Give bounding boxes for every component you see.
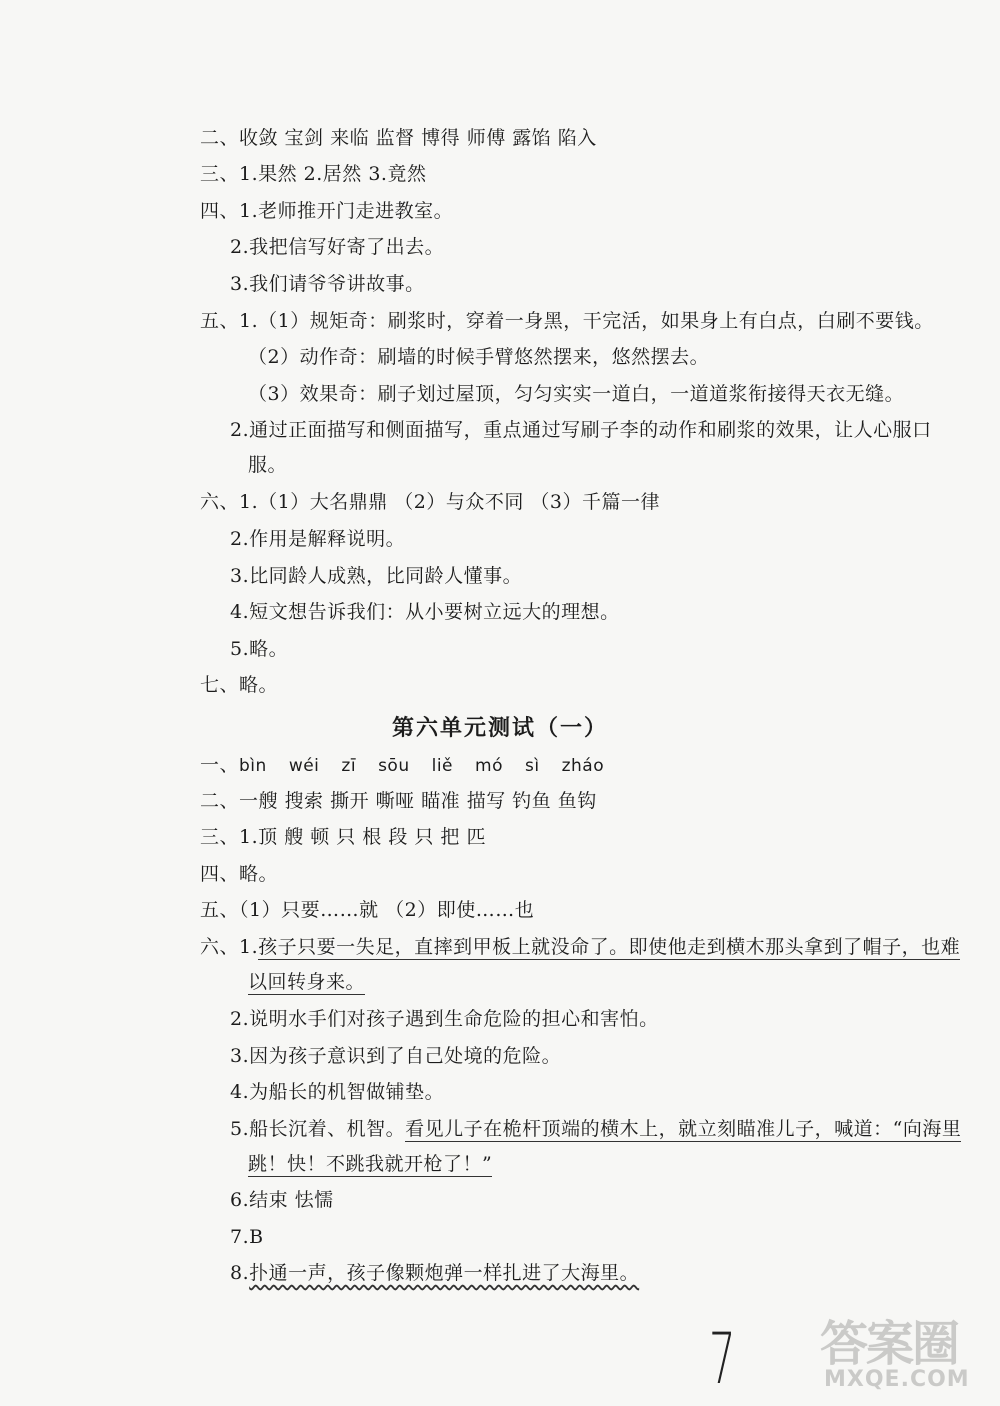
- wavy-underlined-sentence: 扑通一声，孩子像颗炮弹一样扎进了大海里。: [249, 1262, 640, 1284]
- answer-b-line-6-1-cont: [248, 970, 365, 994]
- answer-line-6-3: 3.比同龄人成熟，比同龄人懂事。: [230, 565, 523, 587]
- answer-line-6-1: 六、1.（1）大名鼎鼎 （2）与众不同 （3）千篇一律: [200, 491, 660, 513]
- answer-line-4-2: 2.我把信写好寄了出去。: [230, 236, 445, 258]
- answer-b-line-6-8: [230, 1261, 639, 1285]
- answer-b-line-5: 五、（1）只要……就 （2）即使……也: [200, 899, 535, 921]
- underlined-quote-5: 看见儿子在桅杆顶端的横木上，就立刻瞄准儿子，喊道：“向海里: [405, 1118, 962, 1140]
- underlined-quote-5-cont: 跳！快！不跳我就开枪了！”: [248, 1153, 493, 1175]
- pinyin-item: liě: [431, 756, 454, 776]
- q6-5-prefix: 5.船长沉着、机智。: [230, 1118, 406, 1140]
- answer-line-4-3: 3.我们请爷爷讲故事。: [230, 273, 425, 295]
- answer-line-5-1-3: （3）效果奇：刷子划过屋顶，匀匀实实一道白，一道道浆衔接得天衣无缝。: [248, 383, 905, 405]
- pinyin-prefix: 一、: [200, 754, 240, 776]
- answer-b-line-6-5-cont: [248, 1152, 492, 1176]
- answer-line-6-2: 2.作用是解释说明。: [230, 528, 406, 550]
- watermark-brand: 答案圈: [820, 1316, 959, 1372]
- answer-b-line-6-6: 6.结束 怯懦: [230, 1189, 334, 1211]
- answer-b-line-3: 三、1.顶 艘 顿 只 根 段 只 把 匹: [200, 826, 486, 848]
- answer-line-3: 三、1.果然 2.居然 3.竟然: [200, 163, 427, 185]
- answer-line-5-2: 2.通过正面描写和侧面描写，重点通过写刷子李的动作和刷浆的效果，让人心服口: [230, 419, 932, 441]
- q6-8-prefix: 8.: [230, 1262, 250, 1284]
- watermark-logo: [820, 1305, 995, 1400]
- answer-line-5-2-cont: 服。: [248, 454, 288, 476]
- pinyin-item: zī: [341, 756, 357, 776]
- watermark-site: MXQE.COM: [824, 1367, 970, 1392]
- underlined-quote: 孩子只要一失足，直摔到甲板上就没命了。即使他走到横木那头拿到了帽子，也难: [258, 936, 961, 958]
- pinyin-item: zháo: [561, 756, 605, 776]
- pinyin-item: bìn: [239, 756, 267, 776]
- answer-line-6-4: 4.短文想告诉我们：从小要树立远大的理想。: [230, 601, 620, 623]
- answer-b-line-2: 二、一艘 搜索 撕开 嘶哑 瞄准 描写 钓鱼 鱼钩: [200, 790, 597, 812]
- answer-b-line-6-3: 3.因为孩子意识到了自己处境的危险。: [230, 1045, 562, 1067]
- section-title: 第六单元测试（一）: [391, 715, 608, 741]
- q6-prefix: 六、1.: [200, 936, 259, 958]
- answer-line-5-1: 五、1.（1）规矩奇：刷浆时，穿着一身黑，干完活，如果身上有白点，白刷不要钱。: [200, 310, 934, 332]
- answer-line-7: 七、略。: [200, 674, 279, 696]
- answer-b-line-4: 四、略。: [200, 863, 279, 885]
- answer-b-line-6-7: 7.B: [230, 1226, 264, 1248]
- answer-b-line-6-4: 4.为船长的机智做铺垫。: [230, 1081, 445, 1103]
- answer-line-5-1-2: （2）动作奇：刷墙的时候手臂悠然摆来，悠然摆去。: [248, 346, 710, 368]
- pinyin-item: sōu: [378, 756, 410, 776]
- pinyin-line: [200, 753, 626, 778]
- page-number: 7: [708, 1318, 736, 1400]
- underlined-quote-cont: 以回转身来。: [248, 971, 366, 993]
- answer-line-6-5: 5.略。: [230, 638, 289, 660]
- answer-line-4-1: 四、1.老师推开门走进教室。: [200, 200, 454, 222]
- pinyin-item: mó: [475, 756, 503, 776]
- answer-b-line-6-1: [200, 935, 960, 959]
- answer-line-2: 二、收敛 宝剑 来临 监督 博得 师傅 露馅 陷入: [200, 127, 597, 149]
- pinyin-item: wéi: [288, 756, 320, 776]
- answer-b-line-6-2: 2.说明水手们对孩子遇到生命危险的担心和害怕。: [230, 1008, 659, 1030]
- pinyin-item: sì: [524, 756, 540, 776]
- answer-b-line-6-5: [230, 1117, 961, 1141]
